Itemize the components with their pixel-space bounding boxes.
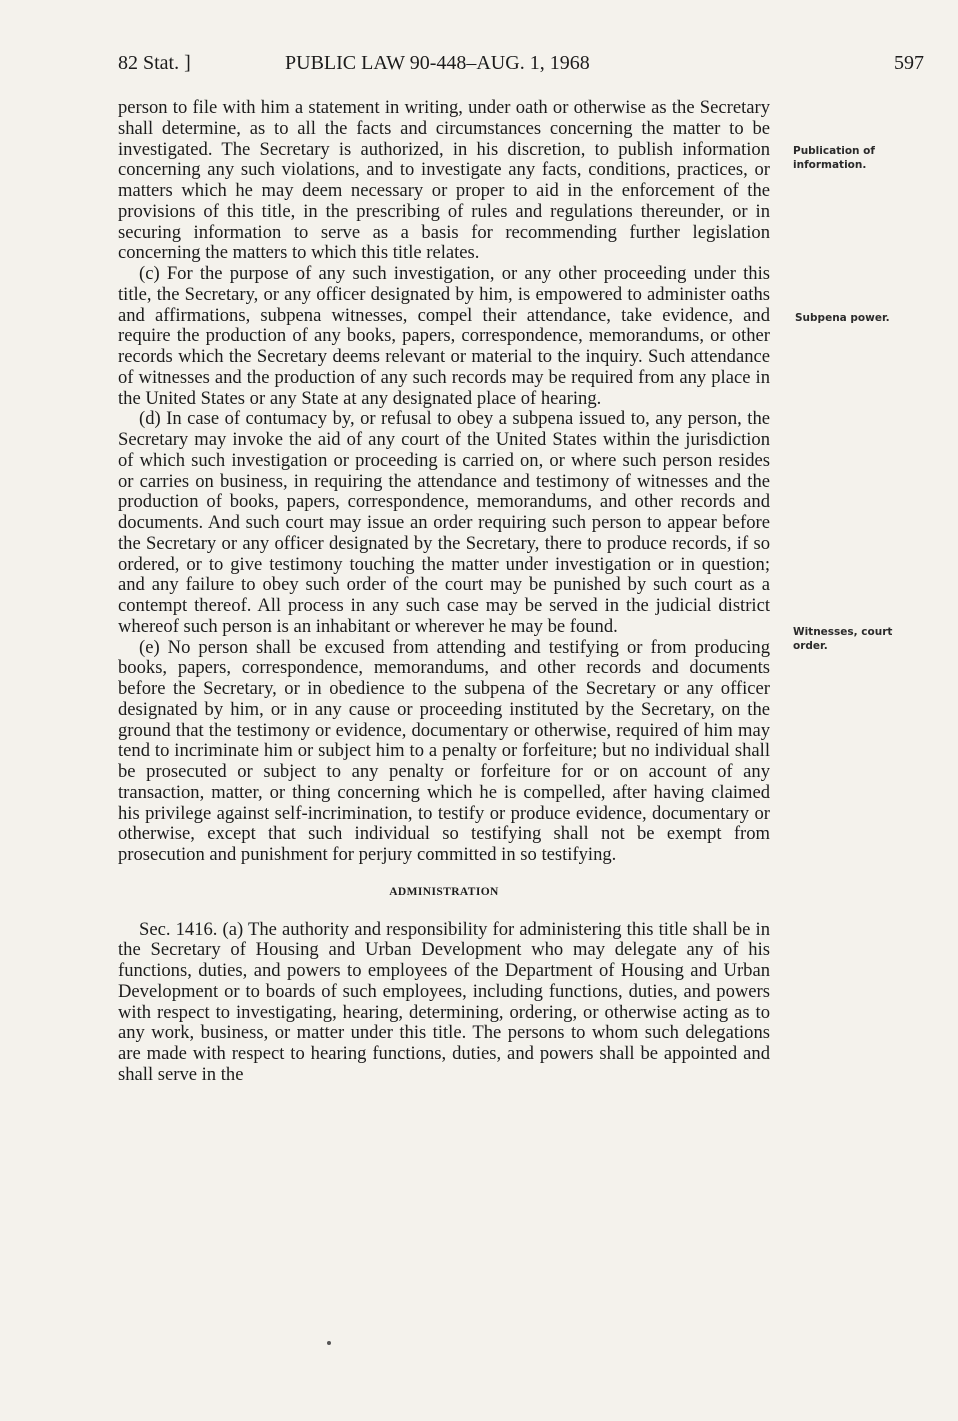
section-1416: Sec. 1416. (a) The authority and responsibility for administering this title shall be in the Secretary of Housing and Urban Development who may delegate any of his functions, duties, and powers to employees of the Department of Housing and Urban Development or to boards of such employees, including functions, duties, and powers with respect to investigating, hearing, determining, ordering, or otherwise acting as to any work, business, or matter under this title. The persons to whom such delegations are made with respect to hearing functions, duties, and powers shall be appointed and shall serve in the xyxy=(118,918,770,1085)
body-text xyxy=(118,98,770,1086)
law-title: PUBLIC LAW 90-448–AUG. 1, 1968 xyxy=(285,52,590,74)
section-heading: ADMINISTRATION xyxy=(389,885,499,898)
paragraph-e: (e) No person shall be excused from attending and testifying or from producing books, papers, correspondence, memorandums, and other records and documents before the Secretary, or in obedience to the subpena of the Secretary or any officer designated by him, or in any cause or proceeding instituted by the Secretary, on the ground that the testimony or evidence, documentary or otherwise, required of him may tend to incriminate him or subject him to a penalty or forfeiture; but no individual shall be prosecuted or subject to any penalty or forfeiture for or on account of any transaction, matter, or thing concerning which he is compelled, after having claimed his privilege against self-incrimination, to testify or produce evidence, documentary or otherwise, except that such individual so testifying shall not be exempt from prosecution and punishment for perjury committed in so testifying. xyxy=(118,636,770,865)
paragraph-continuation: person to file with him a statement in writing, under oath or otherwise as the Secretary shall determine, as to all the facts and circumstances concerning the matter to be investigated. The Secretary is authorized, in his discretion, to publish information concerning any such violations, and to investigate any facts, conditions, practices, or matters which he may deem necessary or proper to aid in the enforcement of the provisions of this title, in the prescribing of rules and regulations thereunder, or in securing information to serve as a basis for recommending further legislation concerning the matters to which this title relates. xyxy=(118,97,770,264)
page-number: 597 xyxy=(894,52,924,74)
statute-reference: 82 Stat. ] xyxy=(118,52,191,74)
page-header xyxy=(118,52,924,82)
margin-note-witnesses: Witnesses, court order. xyxy=(793,626,893,652)
ink-dot xyxy=(327,1341,331,1345)
paragraph-d: (d) In case of contumacy by, or refusal to obey a subpena issued to, any person, the Secretary may invoke the aid of any court of the United States within the jurisdiction of which such investigation or proceeding is carried on, or where such person resides or carries on business, in requiring the attendance and testimony of witnesses and the production of books, papers, correspondence, memorandums, and other records and documents. And such court may issue an order requiring such person to appear before the Secretary or any officer designated by the Secretary, there to produce records, if so ordered, or to give testimony touching the matter under investigation or in question; and any failure to obey such order of the court may be punished by such court as a contempt thereof. All process in any such case may be served in the judicial district whereof such person is an inhabitant or wherever he may be found. xyxy=(118,408,770,637)
paragraph-c: (c) For the purpose of any such investigation, or any other proceeding under this title, the Secretary, or any officer designated by him, is empowered to administer oaths and affirmations, subpena witnesses, compel their attendance, take evidence, and require the production of any books, papers, correspondence, memorandums, or other records which the Secretary deems relevant or material to the inquiry. Such attendance of witnesses and the production of any such records may be required from any place in the United States or any State at any designated place of hearing. xyxy=(118,263,770,409)
margin-note-publication: Publication of information. xyxy=(793,145,875,171)
margin-note-subpena: Subpena power. xyxy=(795,312,890,324)
